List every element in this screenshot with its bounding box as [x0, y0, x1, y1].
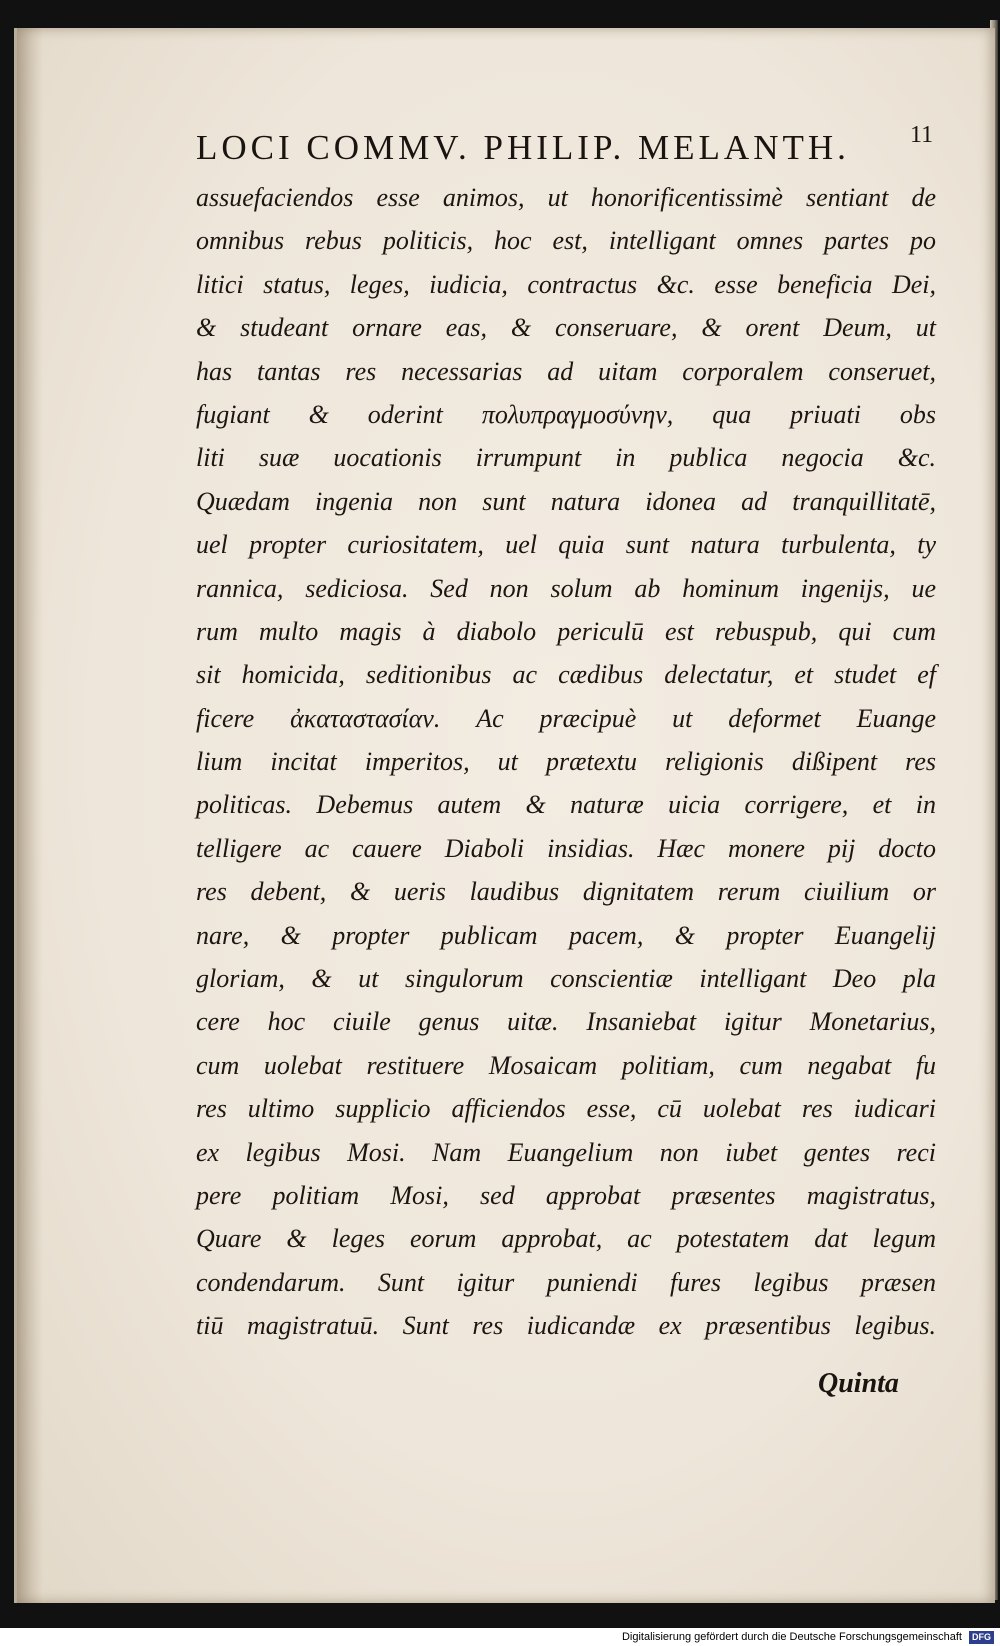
text-line: tiū magistratuū. Sunt res iudicandæ ex præsentibus legibus.: [196, 1311, 936, 1341]
running-head: LOCI COMMV. PHILIP. MELANTH.: [196, 128, 850, 167]
dfg-logo-icon[interactable]: DFG: [969, 1631, 994, 1644]
text-line: uel propter curiositatem, uel quia sunt natura turbulenta, ty: [196, 530, 936, 560]
text-line: pere politiam Mosi, sed approbat præsentes magistratus,: [196, 1180, 936, 1210]
text-line: telligere ac cauere Diaboli insidias. Hæc monere pij docto: [196, 833, 936, 863]
text-line: rum multo magis à diabolo periculū est rebuspub, qui cum: [196, 616, 936, 646]
catchword: Quinta: [818, 1368, 899, 1399]
text-line: nare, & propter publicam pacem, & propter Euangelij: [196, 920, 936, 950]
text-line: litici status, leges, iudicia, contractus &c. esse beneficia Dei,: [196, 269, 936, 299]
text-line: omnibus rebus politicis, hoc est, intelligant omnes partes po: [196, 226, 936, 256]
text-line: ficere ἀκαταστασίαν. Ac præcipuè ut deformet Euange: [196, 703, 936, 733]
text-line: & studeant ornare eas, & conseruare, & orent Deum, ut: [196, 313, 936, 343]
text-line: condendarum. Sunt igitur puniendi fures legibus præsen: [196, 1267, 936, 1297]
text-line: lium incitat imperitos, ut prætextu religionis dißipent res: [196, 747, 936, 777]
text-line: gloriam, & ut singulorum conscientiæ intelligant Deo pla: [196, 964, 936, 994]
page-text: [196, 176, 936, 1348]
text-line: has tantas res necessarias ad uitam corporalem conseruet,: [196, 356, 936, 386]
text-line: cum uolebat restituere Mosaicam politiam, cum negabat fu: [196, 1050, 936, 1080]
text-line: sit homicida, seditionibus ac cædibus delectatur, et studet ef: [196, 660, 936, 690]
digitization-footer: [0, 1628, 1000, 1646]
text-line: rannica, sediciosa. Sed non solum ab hominum ingenijs, ue: [196, 573, 936, 603]
text-line: fugiant & oderint πολυπραγμοσύνην, qua priuati obs: [196, 399, 936, 429]
folio-number: 11: [910, 122, 934, 148]
text-line: assuefaciendos esse animos, ut honorificentissimè sentiant de: [196, 183, 936, 212]
text-line: cere hoc ciuile genus uitæ. Insaniebat igitur Monetarius,: [196, 1007, 936, 1037]
text-line: Quædam ingenia non sunt natura idonea ad tranquillitatē,: [196, 486, 936, 516]
text-line: liti suæ uocationis irrumpunt in publica negocia &c.: [196, 443, 936, 473]
text-line: politicas. Debemus autem & naturæ uicia corrigere, et in: [196, 790, 936, 820]
text-line: res ultimo supplicio afficiendos esse, cū uolebat res iudicari: [196, 1094, 936, 1124]
text-line: ex legibus Mosi. Nam Euangelium non iubet gentes reci: [196, 1137, 936, 1167]
text-line: res debent, & ueris laudibus dignitatem rerum ciuilium or: [196, 877, 936, 907]
text-line: Quare & leges eorum approbat, ac potestatem dat legum: [196, 1224, 936, 1254]
footer-credit: Digitalisierung gefördert durch die Deutsche Forschungsgemeinschaft: [621, 1631, 962, 1643]
